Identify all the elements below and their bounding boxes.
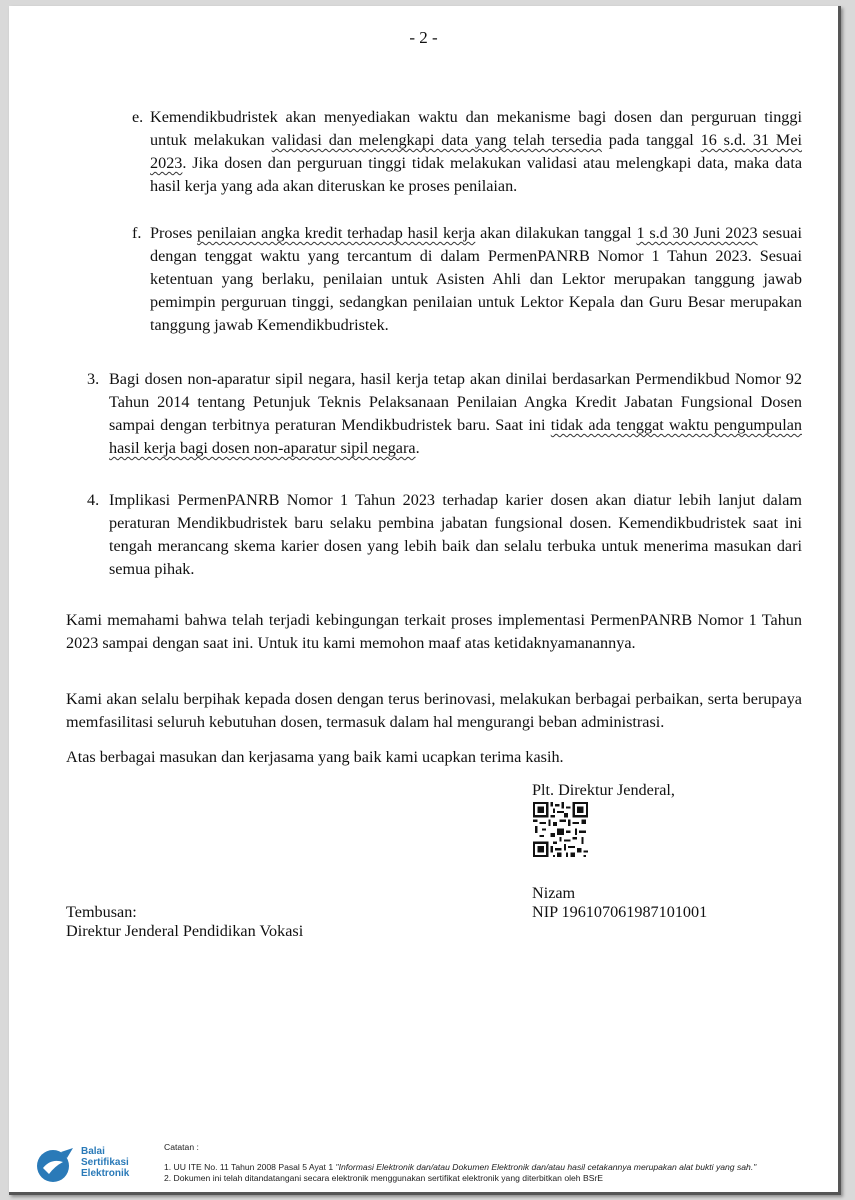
note-1-quote: "Informasi Elektronik dan/atau Dokumen Elektronik dan/atau hasil cetakannya merupakan alat bukti yang sah." xyxy=(335,1161,757,1172)
item-e-text: pada tanggal xyxy=(601,131,701,149)
document-page xyxy=(9,6,841,1195)
note-1-prefix: 1. UU ITE No. 11 Tahun 2008 Pasal 5 Ayat 1 xyxy=(164,1161,336,1172)
catatan-label: Catatan : xyxy=(164,1142,199,1152)
signatory-name: Nizam xyxy=(532,884,576,902)
qr-code-icon xyxy=(533,802,588,857)
tembusan-label: Tembusan: xyxy=(66,903,137,921)
logo-line: Sertifikasi xyxy=(81,1157,129,1168)
item-4-marker: 4. xyxy=(87,491,100,509)
item-4-paragraph: Implikasi PermenPANRB Nomor 1 Tahun 2023 terhadap karier dosen akan diatur lebih lanjut dalam peraturan Mendikbudristek baru selaku pembina jabatan fungsional dosen. Kemendikbudristek saat ini tengah merancang skema karier dosen yang lebih baik dan selalu terbuka untuk menerima masukan dari semua pihak. xyxy=(109,491,802,578)
logo-line: Elektronik xyxy=(81,1168,130,1179)
item-e-underline-1: validasi dan melengkapi data yang telah tersedia xyxy=(271,131,602,149)
page-number: - 2 - xyxy=(409,28,438,47)
logo-line: Balai xyxy=(81,1146,105,1157)
closing-paragraph-3: Atas berbagai masukan dan kerjasama yang baik kami ucapkan terima kasih. xyxy=(66,748,564,766)
tembusan-recipient: Direktur Jenderal Pendidikan Vokasi xyxy=(66,922,304,940)
signatory-nip: NIP 196107061987101001 xyxy=(532,903,708,921)
item-3-text: . xyxy=(415,439,420,457)
signature-title: Plt. Direktur Jenderal, xyxy=(532,781,675,799)
closing-paragraph-1: Kami memahami bahwa telah terjadi kebingungan terkait proses implementasi PermenPANRB Nomor 1 Tahun 2023 sampai dengan saat ini. Untuk itu kami memohon maaf atas ketidaknyamanannya. xyxy=(66,611,802,652)
item-f-text: sesuai dengan tenggat waktu yang tercantum di dalam PermenPANRB Nomor 1 Tahun 2023. Sesuai ketentuan yang berlaku, penilaian untuk Asisten Ahli dan Lektor merupakan tanggung jawab pemimpin perguruan tinggi, sedangkan penilaian untuk Lektor Kepala dan Guru Besar merupakan tanggung jawab Kemendikbudristek. xyxy=(150,224,802,334)
item-f-marker: f. xyxy=(132,224,142,242)
item-e-paragraph xyxy=(150,106,802,198)
closing-paragraph-2: Kami akan selalu berpihak kepada dosen dengan terus berinovasi, melakukan berbagai perbaikan, serta berupaya memfasilitasi seluruh kebutuhan dosen, termasuk dalam hal mengurangi beban administrasi. xyxy=(66,690,802,731)
item-e-underline-2: 16 s.d. 31 Mei 2023 xyxy=(150,131,803,172)
item-e-text: Kemendikbudristek akan menyediakan waktu dan mekanisme bagi dosen dan perguruan tinggi untuk melakukan xyxy=(150,108,802,149)
item-f-paragraph xyxy=(150,222,802,337)
item-f-underline-1: penilaian angka kredit terhadap hasil kerja xyxy=(197,224,476,242)
item-e-text: . Jika dosen dan perguruan tinggi tidak melakukan validasi atau melengkapi data, maka data hasil kerja yang ada akan diteruskan ke proses penilaian. xyxy=(150,154,802,195)
item-3-underline: tidak ada tenggat waktu pengumpulan hasil kerja bagi dosen non-aparatur sipil negara xyxy=(109,416,802,457)
bsre-logo-text xyxy=(81,1146,129,1179)
item-3-paragraph xyxy=(109,368,802,460)
item-3-marker: 3. xyxy=(87,370,100,388)
item-e-marker: e. xyxy=(132,108,144,126)
item-f-underline-2: 1 s.d 30 Juni 2023 xyxy=(636,224,758,242)
footer-note-2: 2. Dokumen ini telah ditandatangani secara elektronik menggunakan sertifikat elektronik yang diterbitkan oleh BSrE xyxy=(164,1173,604,1183)
footer-notes xyxy=(164,1142,834,1185)
item-f-text: Proses xyxy=(150,224,198,242)
item-3-text: Bagi dosen non-aparatur sipil negara, hasil kerja tetap akan dinilai berdasarkan Permendikbud Nomor 92 Tahun 2014 tentang Petunjuk Teknis Pelaksanaan Penilaian Angka Kredit Jabatan Fungsional Dosen sampai dengan terbitnya peraturan Mendikbudristek baru. Saat ini xyxy=(109,370,802,434)
footer-note-1 xyxy=(164,1162,834,1174)
item-f-text: akan dilakukan tanggal xyxy=(475,224,637,242)
